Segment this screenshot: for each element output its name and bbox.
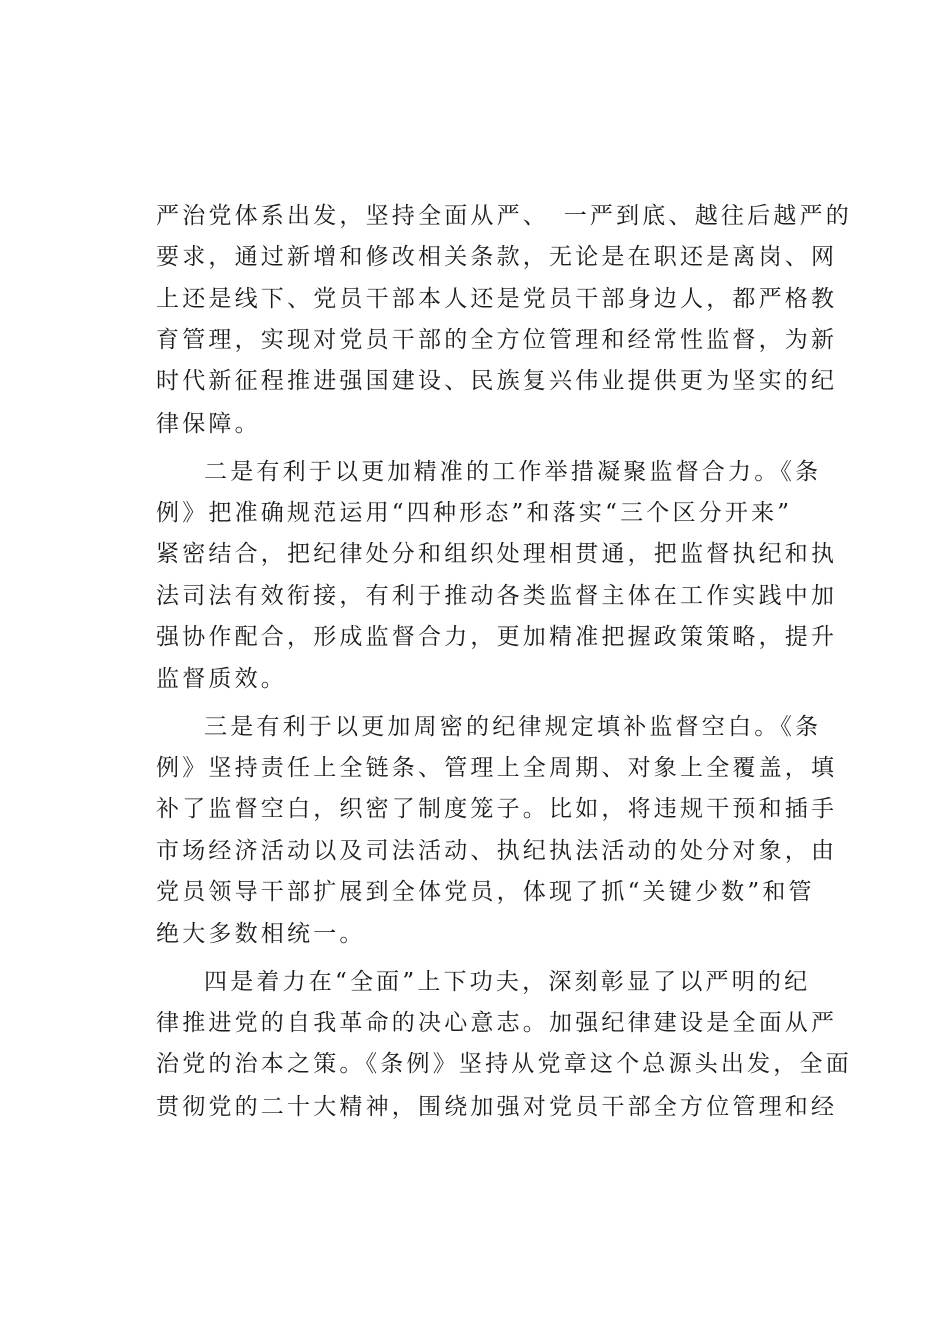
text-line-12: 监督质效。: [156, 666, 287, 692]
text-line-1: 严治党体系出发，坚持全面从严、 一严到底、越往后越严的: [156, 203, 852, 229]
text-line-18: 绝大多数相统一。: [156, 921, 366, 947]
text-line-19: 四是着力在“全面”上下功夫，深刻彰显了以严明的纪: [204, 969, 811, 995]
text-line-15: 补了监督空白，织密了制度笼子。比如，将违规干预和插手: [156, 796, 838, 822]
text-line-4: 育管理，实现对党员干部的全方位管理和经常性监督，为新: [156, 327, 838, 353]
text-line-10: 法司法有效衔接，有利于推动各类监督主体在工作实践中加: [156, 583, 838, 609]
text-line-20: 律推进党的自我革命的决心意志。加强纪律建设是全面从严: [156, 1010, 838, 1036]
text-line-13: 三是有利于以更加周密的纪律规定填补监督空白。《条: [204, 714, 822, 740]
text-line-5: 时代新征程推进强国建设、民族复兴伟业提供更为坚实的纪: [156, 368, 838, 394]
text-line-16: 市场经济活动以及司法活动、执纪执法活动的处分对象，由: [156, 838, 838, 864]
text-line-21: 治党的治本之策。《条例》坚持从党章这个总源头出发，全面: [156, 1051, 852, 1077]
text-line-3: 上还是线下、党员干部本人还是党员干部身边人，都严格教: [156, 286, 838, 312]
text-line-7: 二是有利于以更加精准的工作举措凝聚监督合力。《条: [204, 459, 822, 485]
text-line-14: 例》坚持责任上全链条、管理上全周期、对象上全覆盖，填: [156, 755, 838, 781]
text-line-22: 贯彻党的二十大精神，围绕加强对党员干部全方位管理和经: [156, 1094, 838, 1120]
text-line-11: 强协作配合，形成监督合力，更加精准把握政策策略，提升: [156, 624, 838, 650]
text-line-9: 紧密结合，把纪律处分和组织处理相贯通，把监督执纪和执: [156, 541, 838, 567]
text-line-8: 例》把准确规范运用“四种形态”和落实“三个区分开来”: [156, 500, 793, 526]
text-line-6: 律保障。: [156, 411, 261, 437]
text-line-17: 党员领导干部扩展到全体党员，体现了抓“关键少数”和管: [156, 879, 815, 905]
text-line-2: 要求，通过新增和修改相关条款，无论是在职还是离岗、网: [156, 244, 838, 270]
